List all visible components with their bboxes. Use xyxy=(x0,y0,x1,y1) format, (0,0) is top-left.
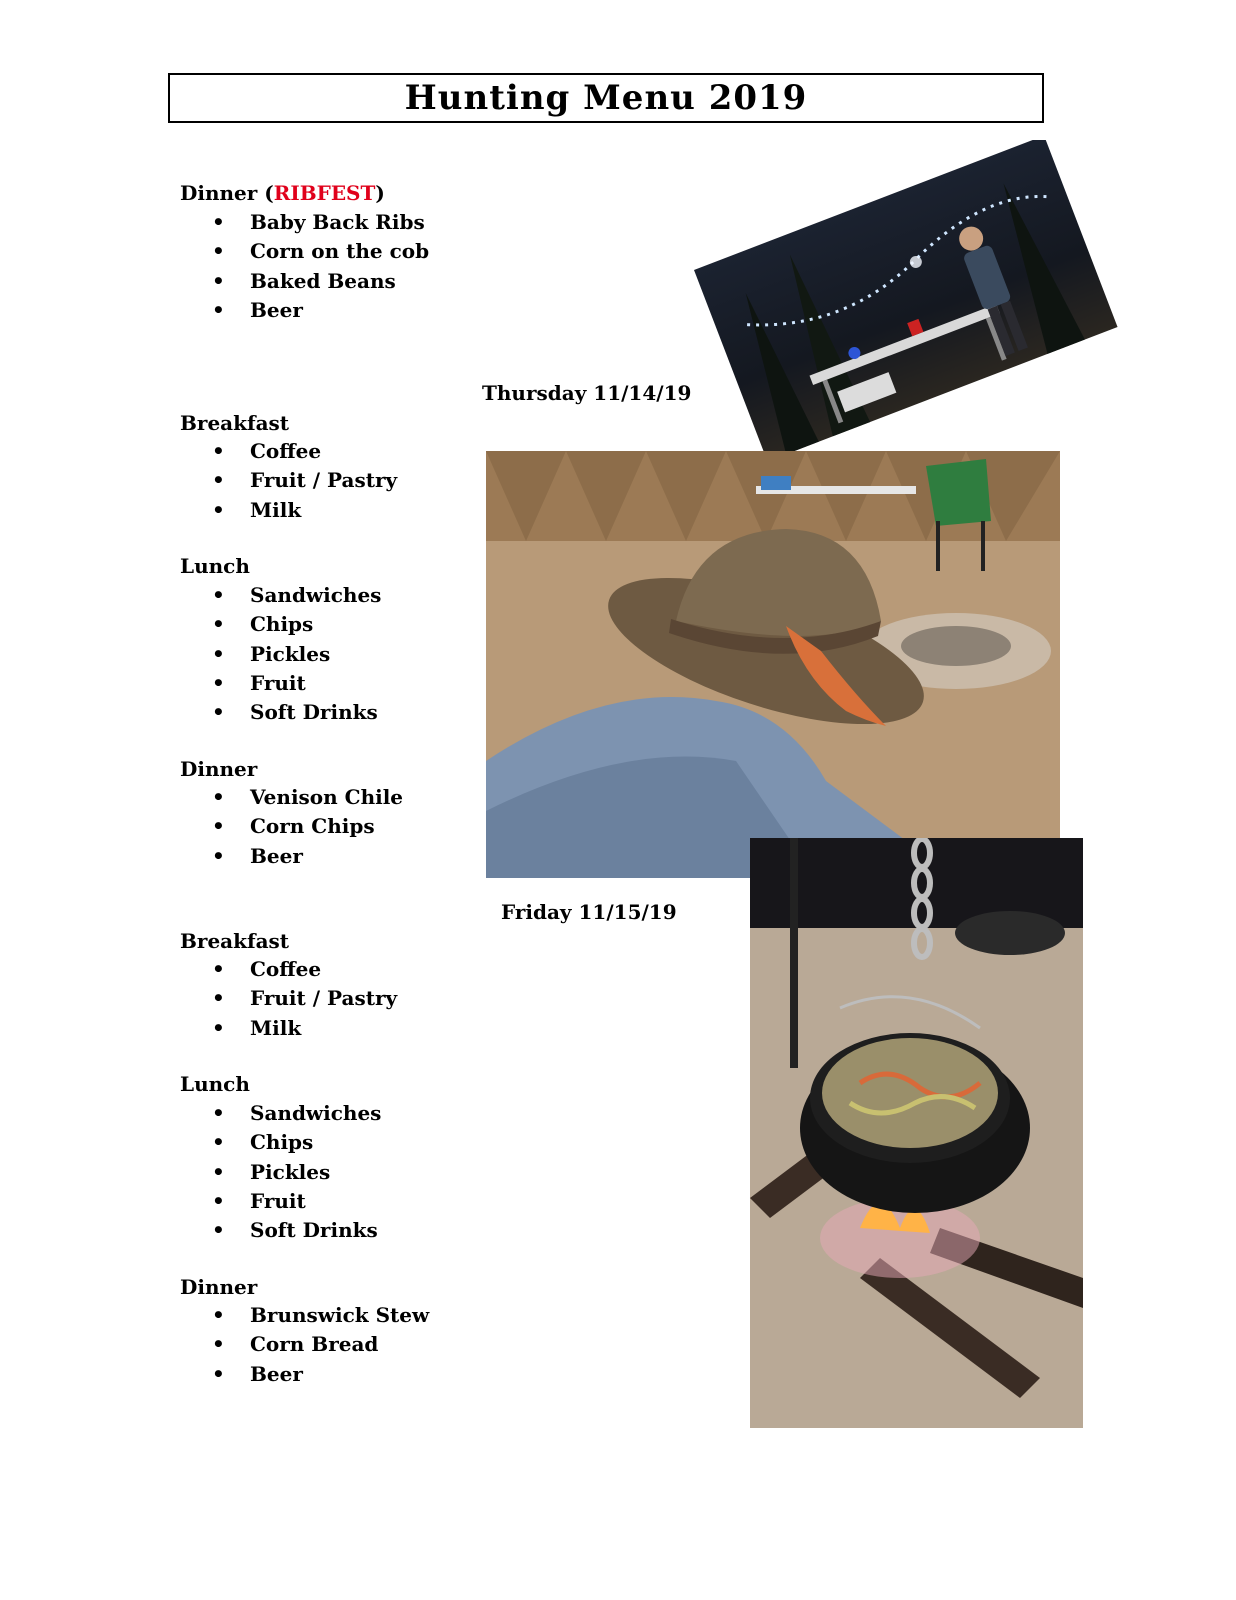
thursday-lunch-heading: Lunch xyxy=(180,554,250,578)
friday-lunch-heading: Lunch xyxy=(180,1072,250,1096)
list-item: • Corn Chips xyxy=(212,812,403,841)
bullet-icon: • xyxy=(212,843,225,868)
list-item: • Coffee xyxy=(212,437,397,466)
bullet-icon: • xyxy=(212,670,225,695)
bullet-icon: • xyxy=(212,468,225,493)
list-item: • Sandwiches xyxy=(212,1099,381,1128)
thursday-date: Thursday 11/14/19 xyxy=(482,381,692,405)
bullet-icon: • xyxy=(212,814,225,839)
ribfest-dinner-list xyxy=(212,208,429,325)
friday-breakfast-list xyxy=(212,955,397,1043)
thursday-dinner-list xyxy=(212,783,403,871)
ribfest-dinner-heading xyxy=(180,181,385,205)
list-item: • Soft Drinks xyxy=(212,1216,381,1245)
list-item: • Brunswick Stew xyxy=(212,1301,429,1330)
title-box xyxy=(168,73,1044,123)
thursday-dinner-heading: Dinner xyxy=(180,757,258,781)
bullet-icon: • xyxy=(212,439,225,463)
friday-date: Friday 11/15/19 xyxy=(501,900,677,924)
bullet-icon: • xyxy=(212,497,225,522)
paren-open: ( xyxy=(264,181,274,205)
list-item: • Fruit / Pastry xyxy=(212,466,397,495)
bullet-icon: • xyxy=(212,1188,225,1213)
list-item: • Corn on the cob xyxy=(212,237,429,266)
bullet-icon: • xyxy=(212,297,225,322)
bullet-icon: • xyxy=(212,239,225,264)
list-item: • Milk xyxy=(212,1014,397,1043)
dutch-oven-fire-photo xyxy=(750,838,1083,1428)
bullet-icon: • xyxy=(212,641,225,666)
campsite-night-photo xyxy=(690,140,1130,460)
bullet-icon: • xyxy=(212,986,225,1011)
meal-label: Dinner xyxy=(180,181,258,205)
bullet-icon: • xyxy=(212,1130,225,1155)
bullet-icon: • xyxy=(212,210,225,234)
bullet-icon: • xyxy=(212,957,225,981)
list-item: • Fruit / Pastry xyxy=(212,984,397,1013)
bullet-icon: • xyxy=(212,583,225,607)
list-item: • Sandwiches xyxy=(212,581,381,610)
hat-campsite-photo xyxy=(486,451,1060,878)
thursday-lunch-list xyxy=(212,581,381,727)
list-item: • Milk xyxy=(212,496,397,525)
thursday-breakfast-heading: Breakfast xyxy=(180,411,290,435)
page-title: Hunting Menu 2019 xyxy=(404,78,808,118)
list-item: • Fruit xyxy=(212,669,381,698)
list-item: • Coffee xyxy=(212,955,397,984)
friday-dinner-heading: Dinner xyxy=(180,1275,258,1299)
bullet-icon: • xyxy=(212,612,225,637)
bullet-icon: • xyxy=(212,700,225,725)
thursday-breakfast-list xyxy=(212,437,397,525)
bullet-icon: • xyxy=(212,1159,225,1184)
bullet-icon: • xyxy=(212,1015,225,1040)
bullet-icon: • xyxy=(212,1218,225,1243)
list-item: • Beer xyxy=(212,1360,429,1389)
list-item: • Fruit xyxy=(212,1187,381,1216)
friday-lunch-list xyxy=(212,1099,381,1245)
list-item: • Soft Drinks xyxy=(212,698,381,727)
list-item: • Baby Back Ribs xyxy=(212,208,429,237)
list-item: • Pickles xyxy=(212,640,381,669)
list-item: • Venison Chile xyxy=(212,783,403,812)
list-item: • Chips xyxy=(212,610,381,639)
list-item: • Beer xyxy=(212,842,403,871)
friday-breakfast-heading: Breakfast xyxy=(180,929,290,953)
list-item: • Corn Bread xyxy=(212,1330,429,1359)
friday-dinner-list xyxy=(212,1301,429,1389)
list-item: • Chips xyxy=(212,1128,381,1157)
ribfest-highlight: RIBFEST xyxy=(273,181,376,205)
list-item: • Beer xyxy=(212,296,429,325)
bullet-icon: • xyxy=(212,268,225,293)
bullet-icon: • xyxy=(212,1101,225,1125)
list-item: • Baked Beans xyxy=(212,267,429,296)
list-item: • Pickles xyxy=(212,1158,381,1187)
paren-close: ) xyxy=(375,181,385,205)
bullet-icon: • xyxy=(212,785,225,809)
bullet-icon: • xyxy=(212,1361,225,1386)
bullet-icon: • xyxy=(212,1332,225,1357)
bullet-icon: • xyxy=(212,1303,225,1327)
